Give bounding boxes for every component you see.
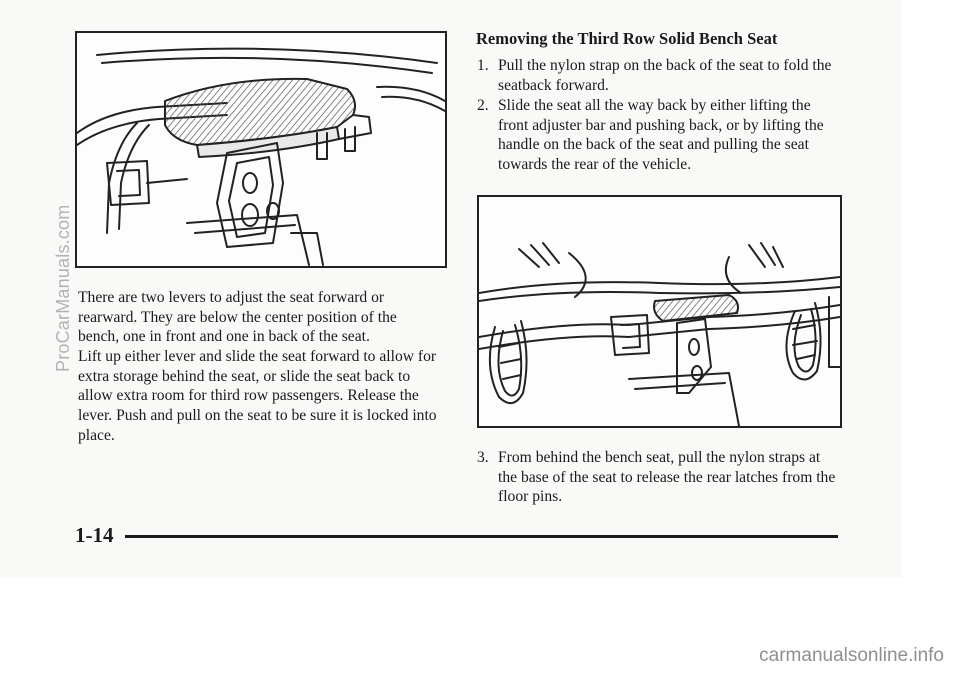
- step-number: 1.: [477, 57, 489, 74]
- step-text: Slide the seat all the way back by either lifting the front adjuster bar and pushing back, or by lifting the handle on the back of the seat and pulling the seat towards the rear of the vehicle.: [498, 97, 824, 174]
- step-number: 3.: [477, 449, 489, 466]
- step-number: 2.: [477, 97, 489, 114]
- section-heading: Removing the Third Row Solid Bench Seat: [476, 29, 778, 48]
- step-item: [477, 96, 838, 175]
- bottom-watermark: carmanualsonline.info: [759, 645, 944, 666]
- step-item: [477, 56, 838, 95]
- seat-slide-paragraph: Lift up either lever and slide the seat forward to allow for extra storage behind the seat, or slide the seat back to allow extra room for third row passengers. Release the lever. Push and pull on the seat to be sure it is locked into place.: [78, 348, 437, 444]
- seat-lever-paragraph: There are two levers to adjust the seat forward or rearward. They are below the center position of the bench, one in front and one in back of the seat.: [78, 289, 397, 346]
- step-item: [477, 448, 838, 507]
- page-number: 1-14: [75, 523, 114, 547]
- seat-lever-illustration: [75, 31, 447, 268]
- rear-latch-strap-illustration: [477, 195, 842, 428]
- side-watermark: ProCarManuals.com: [53, 204, 73, 372]
- step-text: From behind the bench seat, pull the nylon straps at the base of the seat to release the rear latches from the floor pins.: [498, 449, 836, 506]
- step-text: Pull the nylon strap on the back of the seat to fold the seatback forward.: [498, 57, 832, 94]
- footer-rule: [125, 535, 838, 538]
